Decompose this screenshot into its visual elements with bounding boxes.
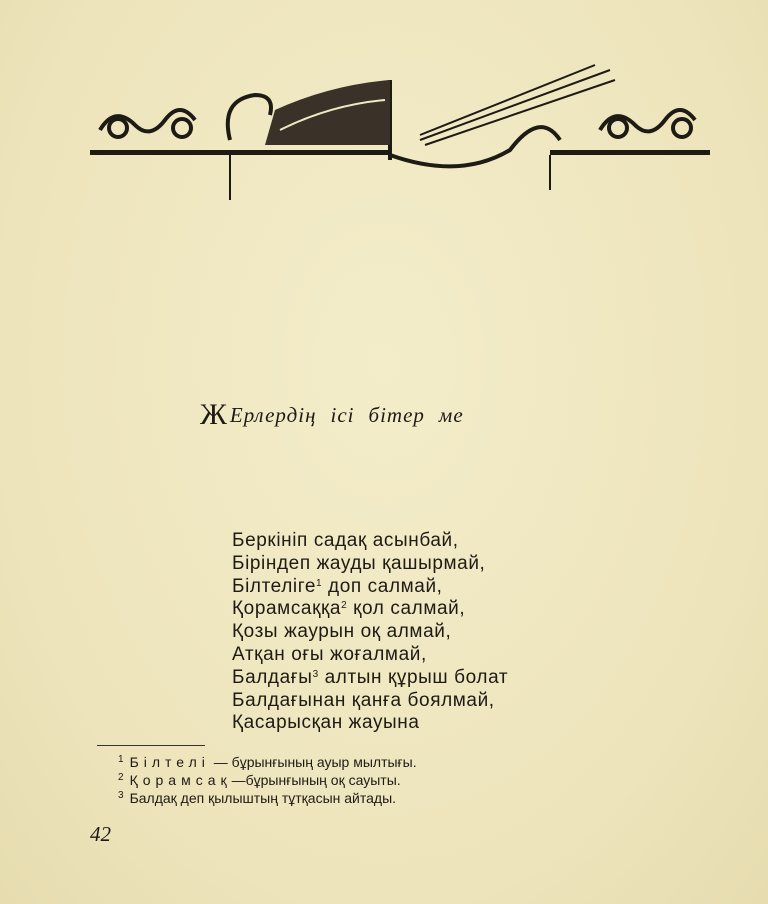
verse-text: доп салмай, xyxy=(322,575,443,597)
title-word: Ерлердің xyxy=(229,402,317,427)
footnote-text: — бұрынғының ауыр мылтығы. xyxy=(209,754,417,770)
footnote-term: Қорамсақ xyxy=(129,772,232,788)
footnotes xyxy=(118,753,417,807)
verse-text: қол салмай, xyxy=(347,598,466,620)
footnote-number: 2 xyxy=(118,772,124,783)
footnote-ref: 2 xyxy=(341,600,348,612)
verse-line xyxy=(232,576,508,599)
verse-line: Атқан оғы жоғалмай, xyxy=(232,643,427,665)
verse-text: Балдағы xyxy=(232,666,313,688)
title-word: ісі xyxy=(330,402,355,427)
verse-line: Біріндеп жауды қашырмай, xyxy=(232,552,486,574)
footnote xyxy=(118,771,417,789)
footnote-ref: 1 xyxy=(316,577,323,589)
verse-line: Қасарысқан жауына xyxy=(232,712,420,734)
decorative-initial: Ж xyxy=(200,398,228,431)
ornamental-headpiece-bow-arrows xyxy=(90,60,710,210)
footnote-divider xyxy=(97,745,205,746)
footnote-ref: 3 xyxy=(312,668,319,680)
verse-line: Қозы жаурын оқ алмай, xyxy=(232,621,452,643)
footnote-term: Білтелі xyxy=(129,754,210,770)
verse-text: Қорамсаққа xyxy=(232,598,342,620)
title-word: бітер xyxy=(368,402,425,427)
footnote xyxy=(118,753,417,771)
footnote-number: 3 xyxy=(118,790,124,801)
footnote xyxy=(118,789,417,807)
verse-line: Беркініп садақ асынбай, xyxy=(232,530,459,551)
footnote-text: Балдақ деп қылыштың тұтқасын айтады. xyxy=(129,790,397,806)
title-word: ме xyxy=(438,402,464,427)
verse-text: алтын құрыш болат xyxy=(318,666,509,688)
verse-line xyxy=(232,667,508,690)
verse-line xyxy=(232,598,508,621)
poem-verse xyxy=(232,530,508,735)
poem-title xyxy=(200,398,478,432)
footnote-number: 1 xyxy=(118,754,124,765)
verse-text: Білтеліге xyxy=(232,575,316,597)
page-number: 42 xyxy=(90,822,111,846)
footnote-text: —бұрынғының оқ сауыты. xyxy=(231,772,401,788)
verse-line: Балдағынан қанға боялмай, xyxy=(232,689,495,711)
